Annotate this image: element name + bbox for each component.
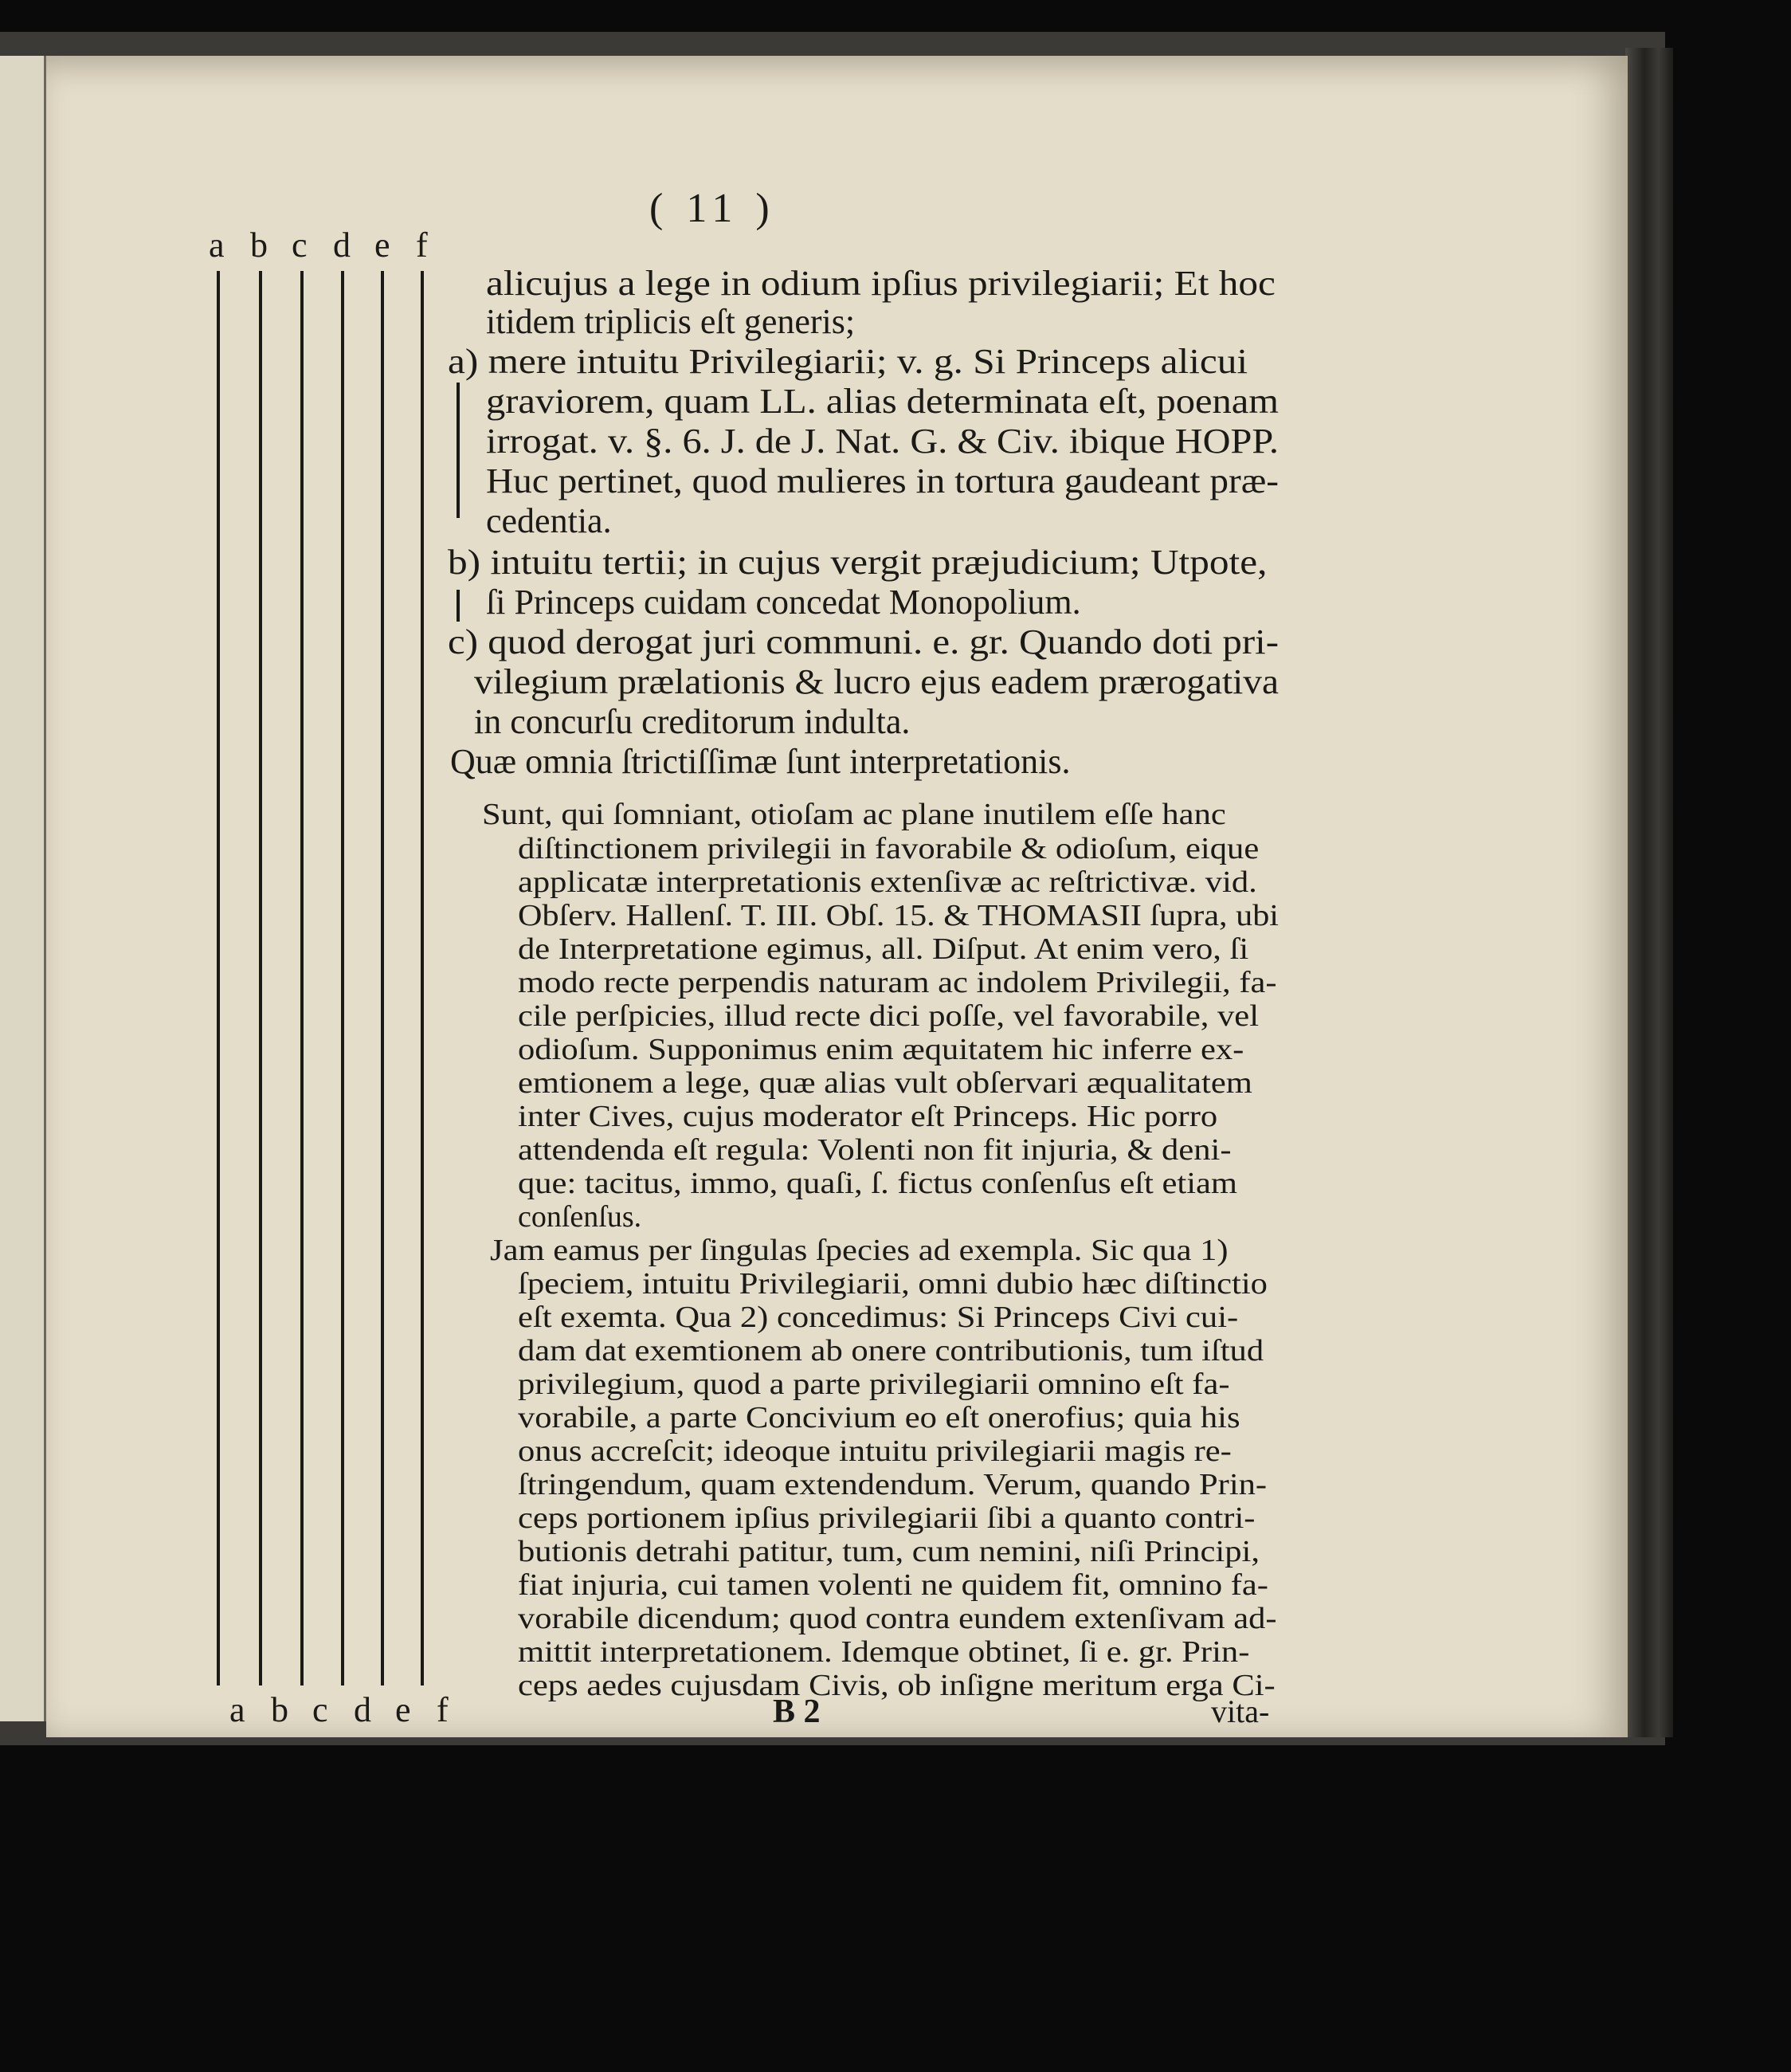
note-line: ceps portionem ipſius privilegiarii ſibi a quanto contri-: [518, 1501, 1256, 1535]
text-line: itidem triplicis eſt generis;: [486, 302, 856, 341]
note-line: cile perſpicies, illud recte dici poſſe, vel favorabile, vel: [518, 999, 1260, 1033]
note-line: privilegium, quod a parte privilegiarii omnino eſt fa-: [518, 1368, 1230, 1401]
note-line: vorabile dicendum; quod contra eundem extenſivam ad-: [518, 1602, 1277, 1635]
note-line: eſt exemta. Qua 2) concedimus: Si Princeps Civi cui-: [518, 1301, 1239, 1334]
text-line: a) mere intuitu Privilegiarii; v. g. Si Princeps alicui: [448, 342, 1248, 381]
note-line: butionis detrahi patitur, tum, cum nemini, niſi Principi,: [518, 1535, 1260, 1568]
text-line: alicujus a lege in odium ipſius privilegiarii; Et hoc: [486, 264, 1276, 303]
note-line: de Interpretatione egimus, all. Diſput. At enim vero, ſi: [518, 932, 1249, 966]
signature-mark: B 2: [773, 1693, 821, 1730]
text-line: cedentia.: [486, 501, 612, 540]
column-letter: f: [416, 226, 428, 265]
note-line: Sunt, qui ſomniant, otioſam ac plane inutilem eſſe hanc: [482, 798, 1226, 831]
text-line: irrogat. v. §. 6. J. de J. Nat. G. & Civ. ibique HOPP.: [486, 422, 1279, 461]
note-line: applicatæ interpretationis extenſivæ ac reſtrictivæ. vid.: [518, 865, 1257, 899]
text-line: ſi Princeps cuidam concedat Monopolium.: [486, 583, 1081, 622]
text-line: in concurſu creditorum indulta.: [474, 702, 911, 741]
note-line: vorabile, a parte Concivium eo eſt onerofius; quia his: [518, 1401, 1240, 1434]
note-line: odioſum. Supponimus enim æquitatem hic inferre ex-: [518, 1033, 1244, 1066]
note-line: diſtinctionem privilegii in favorabile & odioſum, eique: [518, 832, 1260, 865]
text-line: vilegium prælationis & lucro ejus eadem prærogativa: [474, 662, 1279, 701]
column-rule-c: [300, 271, 304, 1685]
column-letter: b: [271, 1690, 288, 1729]
note-line: conſenſus.: [518, 1200, 642, 1234]
column-letter: c: [312, 1690, 328, 1729]
note-line: mittit interpretationem. Idemque obtinet, ſi e. gr. Prin-: [518, 1635, 1250, 1669]
text-line: Quæ omnia ſtrictiſſimæ ſunt interpretationis.: [450, 742, 1071, 781]
column-letter: d: [354, 1690, 371, 1729]
note-line: modo recte perpendis naturam ac indolem Privilegii, fa-: [518, 966, 1277, 999]
column-letter: a: [209, 226, 225, 265]
note-line: dam dat exemtionem ab onere contributionis, tum iſtud: [518, 1334, 1264, 1368]
note-line: onus accreſcit; ideoque intuitu privilegiarii magis re-: [518, 1434, 1232, 1468]
book-binding: [1625, 48, 1673, 1737]
note-line: ſtringendum, quam extendendum. Verum, quando Prin-: [518, 1468, 1268, 1501]
note-line: emtionem a lege, quæ alias vult obſervari æqualitatem: [518, 1066, 1252, 1100]
bracket-rule-a: [457, 383, 460, 518]
text-line: c) quod derogat juri communi. e. gr. Quando doti pri-: [448, 622, 1279, 661]
page-number: ( 11 ): [649, 186, 776, 231]
note-line: que: tacitus, immo, quaſi, ſ. fictus conſenſus eſt etiam: [518, 1167, 1238, 1200]
column-letter: f: [437, 1690, 449, 1729]
text-line: Huc pertinet, quod mulieres in tortura gaudeant præ-: [486, 461, 1279, 500]
note-line: attendenda eſt regula: Volenti non fit injuria, & deni-: [518, 1133, 1232, 1167]
column-letter: e: [374, 226, 390, 265]
catchword: vita-: [1211, 1693, 1270, 1729]
bracket-rule-b: [457, 590, 460, 622]
column-letter: c: [292, 226, 308, 265]
left-page-edge: [0, 56, 46, 1721]
column-rule-a: [217, 271, 220, 1685]
note-line: ceps aedes cujusdam Civis, ob inſigne meritum erga Ci-: [518, 1669, 1276, 1702]
column-letters-top: [209, 225, 457, 265]
column-letters-bottom: [229, 1689, 478, 1730]
column-letter: a: [229, 1690, 245, 1729]
note-line: ſpeciem, intuitu Privilegiarii, omni dubio hæc diſtinctio: [518, 1267, 1268, 1301]
column-letter: e: [395, 1690, 411, 1729]
column-letter: b: [250, 226, 268, 265]
note-line: fiat injuria, cui tamen volenti ne quidem fit, omnino fa-: [518, 1568, 1268, 1602]
column-letter: d: [333, 226, 351, 265]
note-line: inter Cives, cujus moderator eſt Princeps. Hic porro: [518, 1100, 1218, 1133]
text-line: b) intuitu tertii; in cujus vergit præjudicium; Utpote,: [448, 543, 1268, 582]
column-rule-e: [381, 271, 384, 1685]
column-rule-f: [421, 271, 424, 1685]
note-line: Jam eamus per ſingulas ſpecies ad exempla. Sic qua 1): [490, 1234, 1229, 1267]
column-rule-d: [341, 271, 344, 1685]
note-line: Obſerv. Hallenſ. T. III. Obſ. 15. & THOMASII ſupra, ubi: [518, 899, 1279, 932]
text-line: graviorem, quam LL. alias determinata eſt, poenam: [486, 382, 1279, 421]
column-rule-b: [259, 271, 262, 1685]
